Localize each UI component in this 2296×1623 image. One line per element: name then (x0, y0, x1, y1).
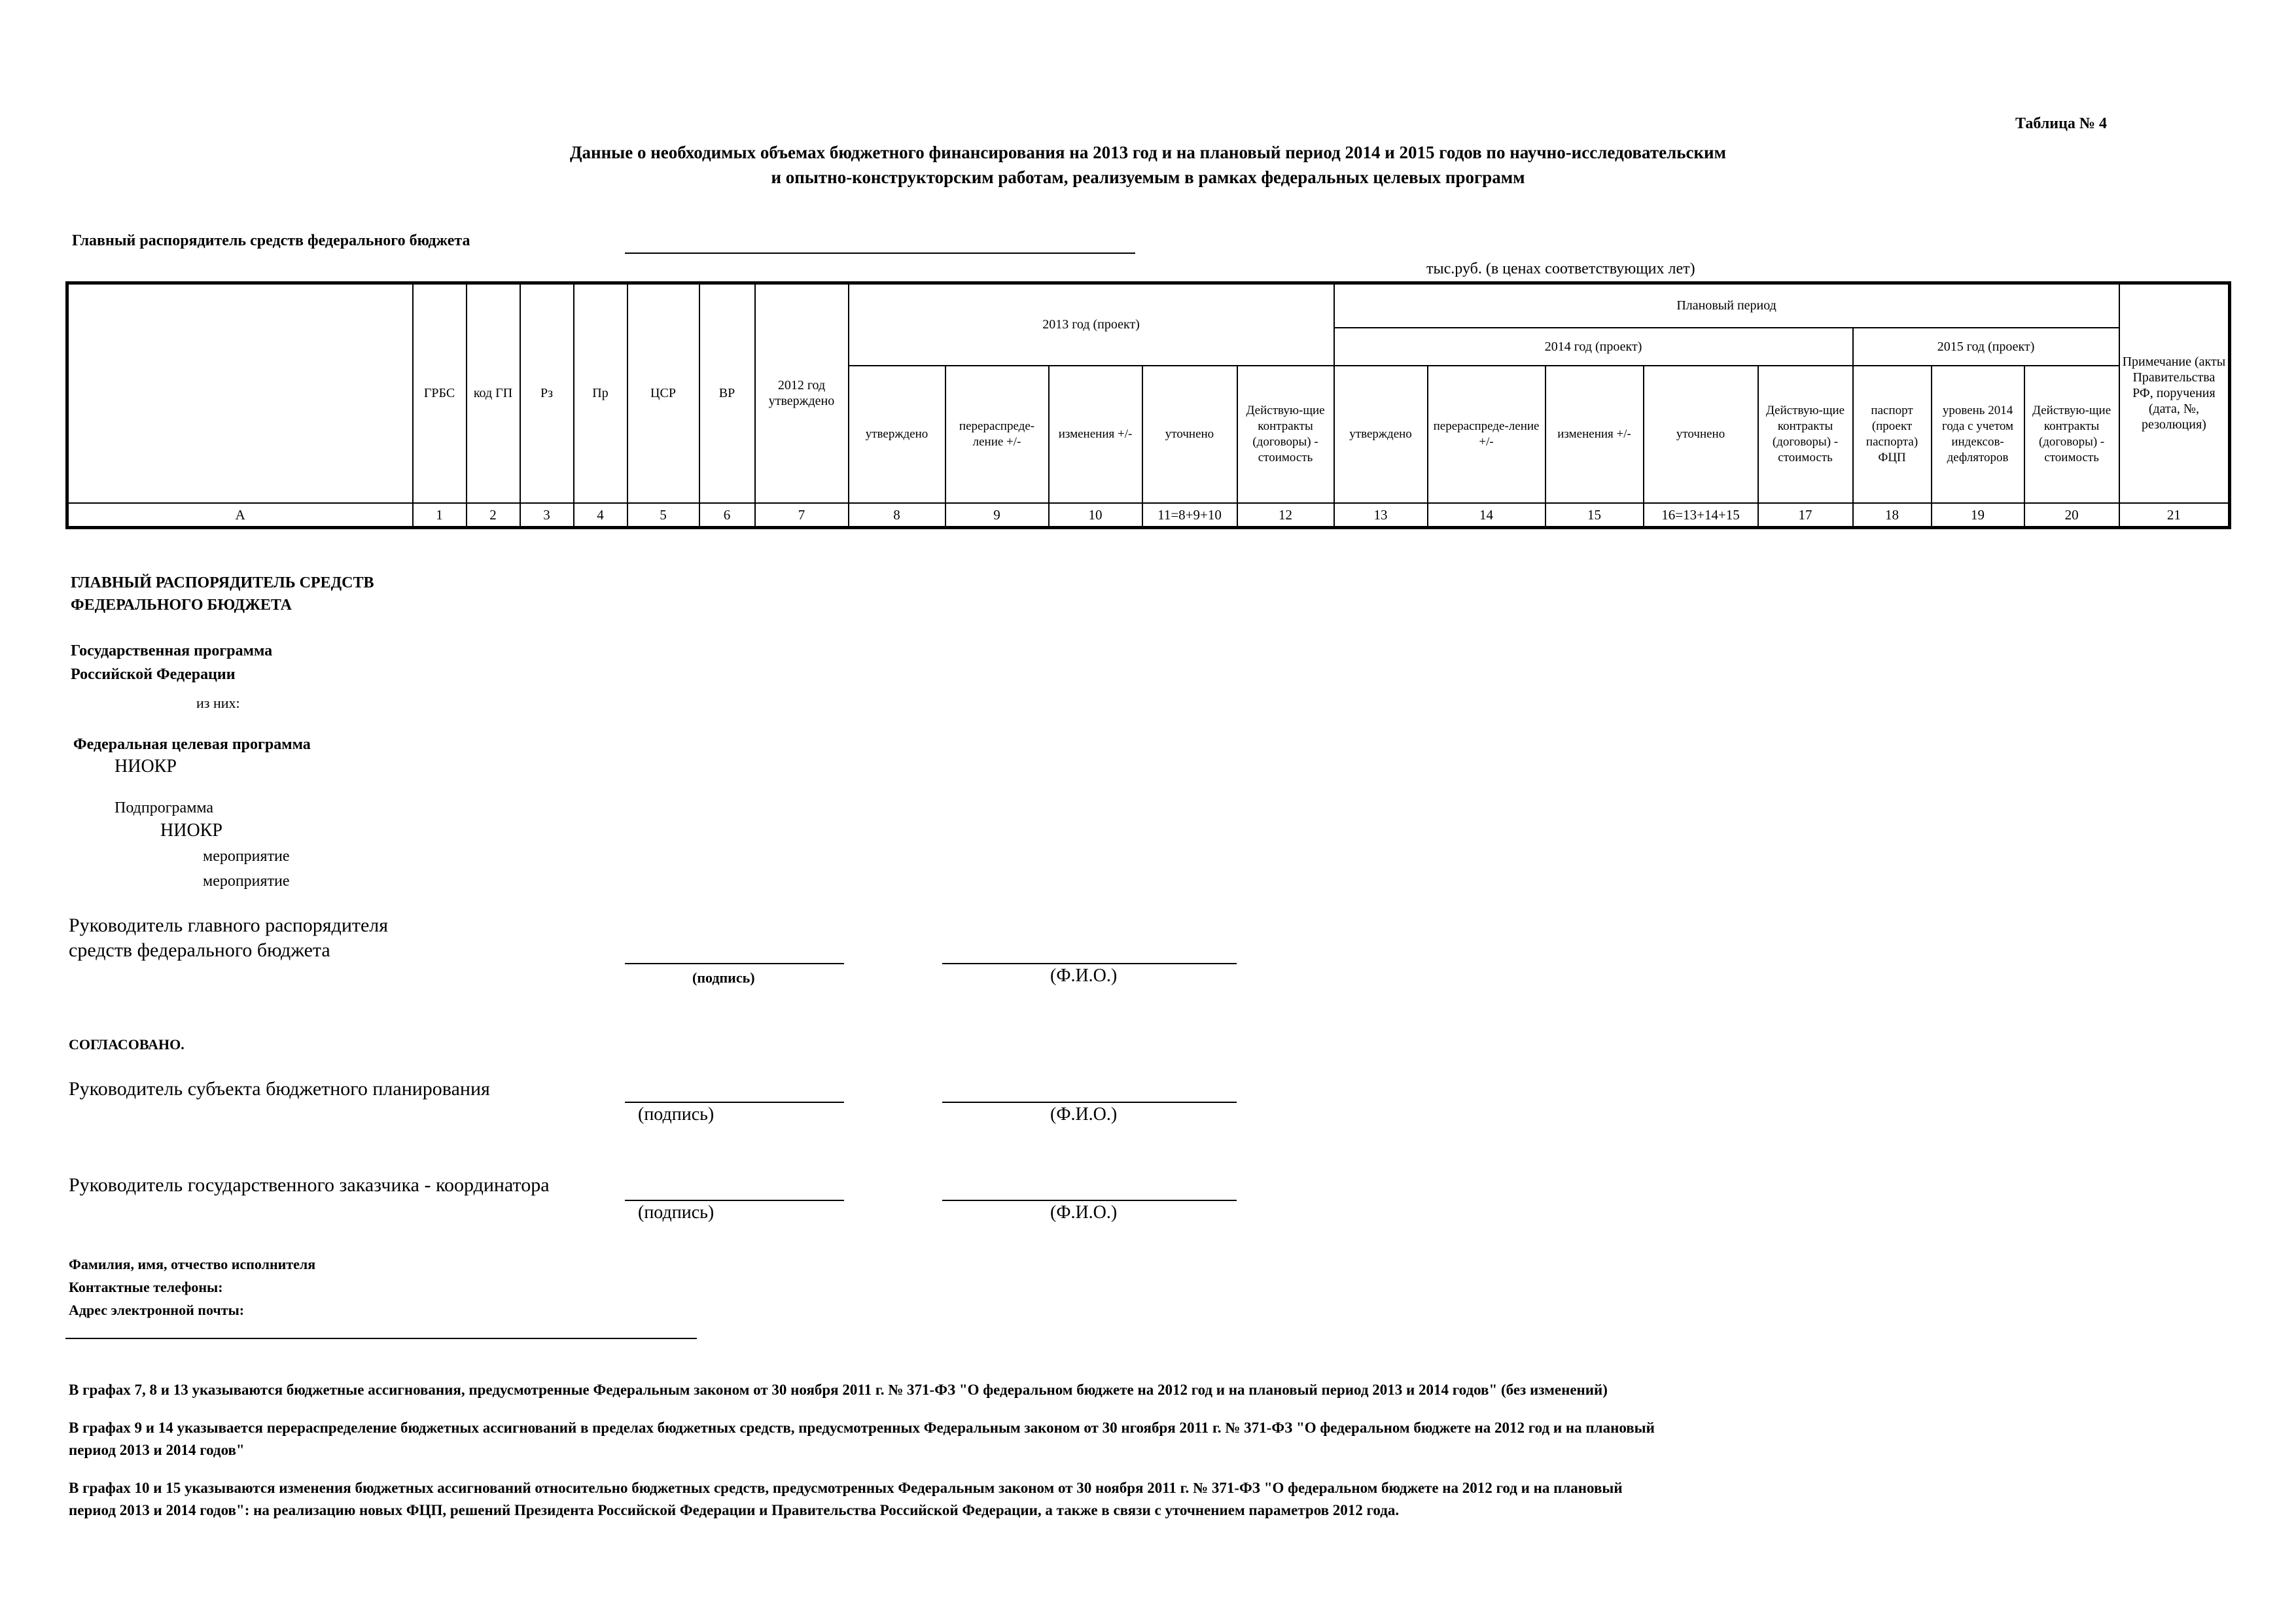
executor-email-label: Адрес электронной почты: (69, 1302, 245, 1318)
executor-name-label: Фамилия, имя, отчество исполнителя (69, 1256, 316, 1272)
header-pr: Пр (574, 283, 627, 503)
header-2013-changes: изменения +/- (1049, 366, 1142, 503)
executor-phones-label: Контактные телефоны: (69, 1279, 223, 1295)
section-event: мероприятие (203, 848, 290, 865)
fio-line (942, 1102, 1237, 1103)
subject-head-label: Руководитель субъекта бюджетного планирования (69, 1078, 490, 1100)
header-kod-gp: код ГП (467, 283, 520, 503)
col-number: 20 (2024, 503, 2119, 528)
fio-caption: (Ф.И.О.) (1050, 1202, 1118, 1223)
header-csr: ЦСР (627, 283, 699, 503)
page-title-line2: и опытно-конструкторским работам, реализуемым в рамках федеральных целевых программ (771, 167, 1525, 187)
col-number: 14 (1428, 503, 1545, 528)
col-number: 7 (755, 503, 849, 528)
col-number: А (67, 503, 413, 528)
page-title-line1: Данные о необходимых объемах бюджетного финансирования на 2013 год и на плановый период 2014 и 2015 годов по научно-исследовательским (569, 143, 1727, 162)
header-2015-passport: паспорт (проект паспорта) ФЦП (1853, 366, 1932, 503)
header-2013-refined: уточнено (1142, 366, 1237, 503)
section-gp-line1: Государственная программа (71, 642, 273, 659)
col-number: 10 (1049, 503, 1142, 528)
header-2013: 2013 год (проект) (849, 283, 1334, 366)
section-gp-line2: Российской Федерации (71, 666, 236, 683)
header-vr: ВР (699, 283, 755, 503)
col-number: 4 (574, 503, 627, 528)
col-number: 6 (699, 503, 755, 528)
header-first-col (67, 283, 413, 503)
col-number: 8 (849, 503, 945, 528)
fio-caption: (Ф.И.О.) (1050, 1104, 1118, 1125)
header-2015-level: уровень 2014 года с учетом индексов-дефляторов (1932, 366, 2024, 503)
header-2013-redistribution: перераспреде-ление +/- (945, 366, 1049, 503)
signature-caption: (подпись) (692, 969, 755, 986)
fio-caption: (Ф.И.О.) (1050, 966, 1118, 986)
signature-caption: (подпись) (638, 1104, 715, 1125)
header-2014-contracts: Действую-щие контракты (договоры) - стоимость (1758, 366, 1853, 503)
section-subprogram: Подпрограмма (115, 799, 214, 816)
section-manager-line1: ГЛАВНЫЙ РАСПОРЯДИТЕЛЬ СРЕДСТВ (71, 574, 374, 591)
header-2014-changes: изменения +/- (1545, 366, 1644, 503)
header-rz: Рз (520, 283, 574, 503)
manager-label: Главный распорядитель средств федерального бюджета (72, 232, 470, 249)
footnote-3-line2: период 2013 и 2014 годов": на реализацию новых ФЦП, решений Президента Российской Федерации и Правительства Российской Федерации, а также в связи с уточнением параметров 2012 года. (69, 1502, 1400, 1518)
header-2014-approved: утверждено (1334, 366, 1428, 503)
footnote-2-line2: период 2013 и 2014 годов" (69, 1442, 245, 1458)
header-note: Примечание (акты Правительства РФ, поручения (дата, №, резолюция) (2119, 283, 2230, 503)
table-number: Таблица № 4 (2015, 115, 2108, 132)
header-2015-contracts: Действую-щие контракты (договоры) - стоимость (2024, 366, 2119, 503)
header-planned-period: Плановый период (1334, 283, 2119, 328)
fio-line (942, 1200, 1237, 1201)
signature-line (625, 1200, 844, 1201)
col-number: 21 (2119, 503, 2230, 528)
footnote-2-line1: В графах 9 и 14 указывается перераспределение бюджетных ассигнований в пределах бюджетных средств, предусмотренных Федеральным законом от 30 нгоября 2011 г. № 371-ФЗ "О федеральном бюджете на 2012 год и на плановый (69, 1420, 1655, 1436)
manager-name-line (625, 253, 1135, 254)
signatory-head-line2: средств федерального бюджета (69, 939, 330, 961)
section-iz-nih: из них: (196, 695, 240, 711)
signature-line (625, 1102, 844, 1103)
col-number: 17 (1758, 503, 1853, 528)
header-2013-contracts: Действую-щие контракты (договоры) - стоимость (1237, 366, 1334, 503)
header-2015: 2015 год (проект) (1853, 328, 2119, 366)
budget-table (65, 281, 2231, 529)
section-manager-line2: ФЕДЕРАЛЬНОГО БЮДЖЕТА (71, 597, 292, 614)
section-niokr: НИОКР (115, 756, 177, 777)
col-number: 12 (1237, 503, 1334, 528)
footnote-separator (65, 1338, 697, 1339)
header-grbs: ГРБС (413, 283, 467, 503)
section-event: мероприятие (203, 873, 290, 890)
col-number: 13 (1334, 503, 1428, 528)
footnote-1: В графах 7, 8 и 13 указываются бюджетные ассигнования, предусмотренные Федеральным законом от 30 ноября 2011 г. № 371-ФЗ "О федеральном бюджете на 2012 год и на плановый период 2013 и 2014 годов" (без изменений) (69, 1382, 1608, 1398)
footnote-3-line1: В графах 10 и 15 указываются изменения бюджетных ассигнований относительно бюджетных средств, предусмотренных Федеральным законом от 30 ноября 2011 г. № 371-ФЗ "О федеральном бюджете на 2012 год и на плановый (69, 1480, 1623, 1496)
signature-caption: (подпись) (638, 1202, 715, 1223)
coordinator-label: Руководитель государственного заказчика - координатора (69, 1174, 550, 1196)
col-number: 19 (1932, 503, 2024, 528)
agreed-label: СОГЛАСОВАНО. (69, 1036, 185, 1053)
fio-line (942, 963, 1237, 964)
col-number: 15 (1545, 503, 1644, 528)
col-number: 18 (1853, 503, 1932, 528)
col-number: 3 (520, 503, 574, 528)
signatory-head-line1: Руководитель главного распорядителя (69, 915, 389, 936)
section-fcp: Федеральная целевая программа (73, 736, 311, 753)
col-number: 1 (413, 503, 467, 528)
header-2012: 2012 год утверждено (755, 283, 849, 503)
section-subprogram-niokr: НИОКР (160, 820, 222, 841)
col-number: 2 (467, 503, 520, 528)
col-number: 16=13+14+15 (1644, 503, 1758, 528)
header-2014-redistribution: перераспреде-ление +/- (1428, 366, 1545, 503)
signature-line (625, 963, 844, 964)
col-number: 11=8+9+10 (1142, 503, 1237, 528)
col-number: 5 (627, 503, 699, 528)
header-2013-approved: утверждено (849, 366, 945, 503)
units-label: тыс.руб. (в ценах соответствующих лет) (1426, 260, 1695, 277)
header-2014: 2014 год (проект) (1334, 328, 1853, 366)
header-2014-refined: уточнено (1644, 366, 1758, 503)
col-number: 9 (945, 503, 1049, 528)
